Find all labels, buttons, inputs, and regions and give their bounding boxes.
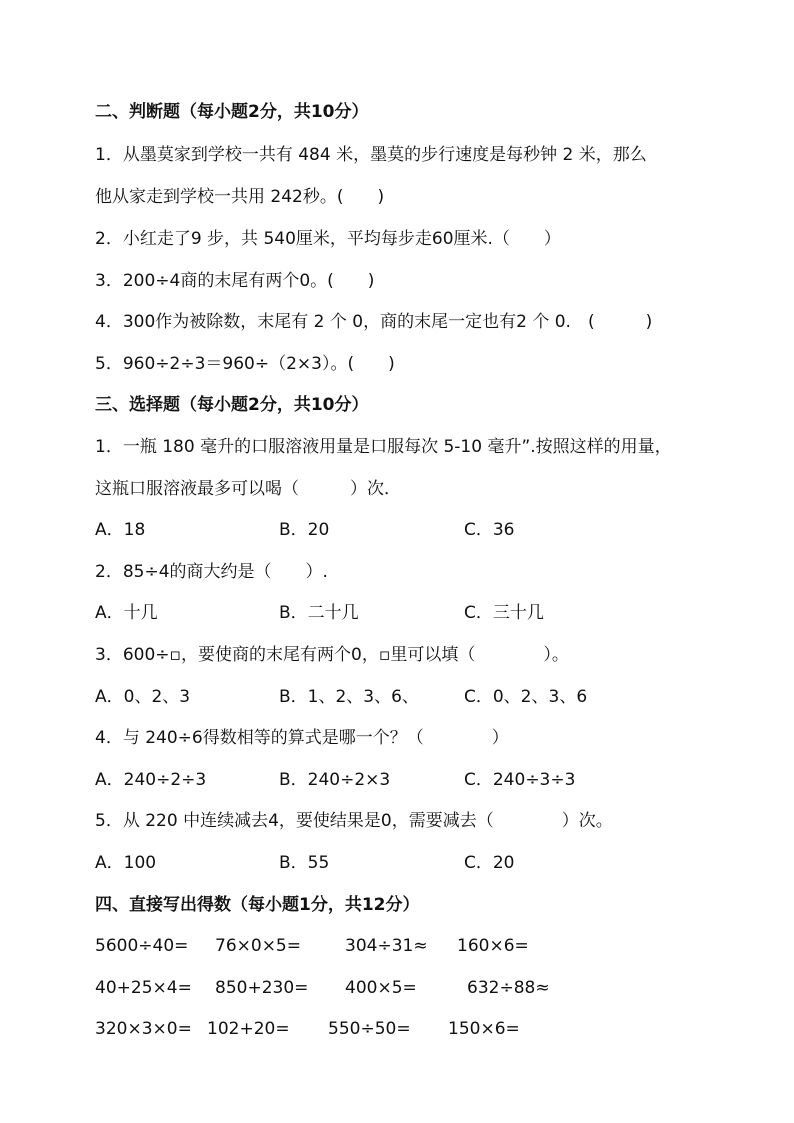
calc-item: 400×5= — [345, 978, 417, 998]
choice-q5: 5．从 220 中连续减去4，要使结果是0，需要减去（ ）次。 — [95, 811, 613, 831]
judge-q2: 2．小红走了9 步，共 540厘米，平均每步走60厘米.（ ） — [95, 229, 561, 249]
choice-q3-option-b: B．1、2、3、6、 — [279, 687, 419, 707]
choice-q3: 3．600÷▫，要使商的末尾有两个0，▫里可以填（ ）。 — [95, 645, 569, 665]
calc-item: 76×0×5= — [215, 936, 301, 956]
choice-q1-line1: 1．一瓶 180 毫升的口服溶液用量是口服每次 5-10 毫升”.按照这样的用量， — [95, 437, 672, 457]
calc-item: 160×6= — [457, 936, 529, 956]
choice-q4-option-a: A．240÷2÷3 — [95, 770, 207, 790]
choice-q5-option-b: B．55 — [279, 853, 330, 873]
choice-q5-option-a: A．100 — [95, 853, 157, 873]
choice-q2-option-b: B．二十几 — [279, 603, 359, 623]
judge-q1-line1: 1．从墨莫家到学校一共有 484 米，墨莫的步行速度是每秒钟 2 米，那么 — [95, 145, 647, 165]
choice-q3-option-c: C．0、2、3、6 — [464, 687, 588, 707]
section-title-calc: 四、直接写出得数（每小题1分，共12分） — [95, 895, 420, 915]
calc-item: 632÷88≈ — [467, 978, 550, 998]
calc-item: 102+20= — [207, 1019, 290, 1039]
section-title-judge: 二、判断题（每小题2分，共10分） — [95, 102, 369, 122]
calc-item: 850+230= — [215, 978, 309, 998]
choice-q4: 4．与 240÷6得数相等的算式是哪一个？（ ） — [95, 728, 509, 748]
calc-item: 304÷31≈ — [345, 936, 428, 956]
section-title-choice: 三、选择题（每小题2分，共10分） — [95, 395, 369, 415]
choice-q1-option-a: A．18 — [95, 520, 146, 540]
judge-q5: 5．960÷2÷3＝960÷（2×3）。( ) — [95, 354, 395, 374]
judge-q1-line2: 他从家走到学校一共用 242秒。( ) — [95, 187, 385, 207]
choice-q2-option-a: A．十几 — [95, 603, 158, 623]
choice-q1-option-b: B．20 — [279, 520, 330, 540]
judge-q4: 4．300作为被除数，末尾有 2 个 0，商的末尾一定也有2 个 0. ( ) — [95, 312, 653, 332]
calc-item: 550÷50= — [328, 1019, 411, 1039]
judge-q3: 3．200÷4商的末尾有两个0。( ) — [95, 271, 375, 291]
calc-item: 40+25×4= — [95, 978, 192, 998]
calc-item: 150×6= — [448, 1019, 520, 1039]
choice-q1-option-c: C．36 — [464, 520, 515, 540]
calc-item: 320×3×0= — [95, 1019, 192, 1039]
choice-q4-option-c: C．240÷3÷3 — [464, 770, 576, 790]
choice-q3-option-a: A．0、2、3 — [95, 687, 191, 707]
choice-q4-option-b: B．240÷2×3 — [279, 770, 391, 790]
choice-q1-line2: 这瓶口服溶液最多可以喝（ ）次． — [95, 479, 401, 499]
choice-q5-option-c: C．20 — [464, 853, 515, 873]
choice-q2: 2．85÷4的商大约是（ ）. — [95, 562, 328, 582]
choice-q2-option-c: C．三十几 — [464, 603, 544, 623]
calc-item: 5600÷40= — [95, 936, 189, 956]
